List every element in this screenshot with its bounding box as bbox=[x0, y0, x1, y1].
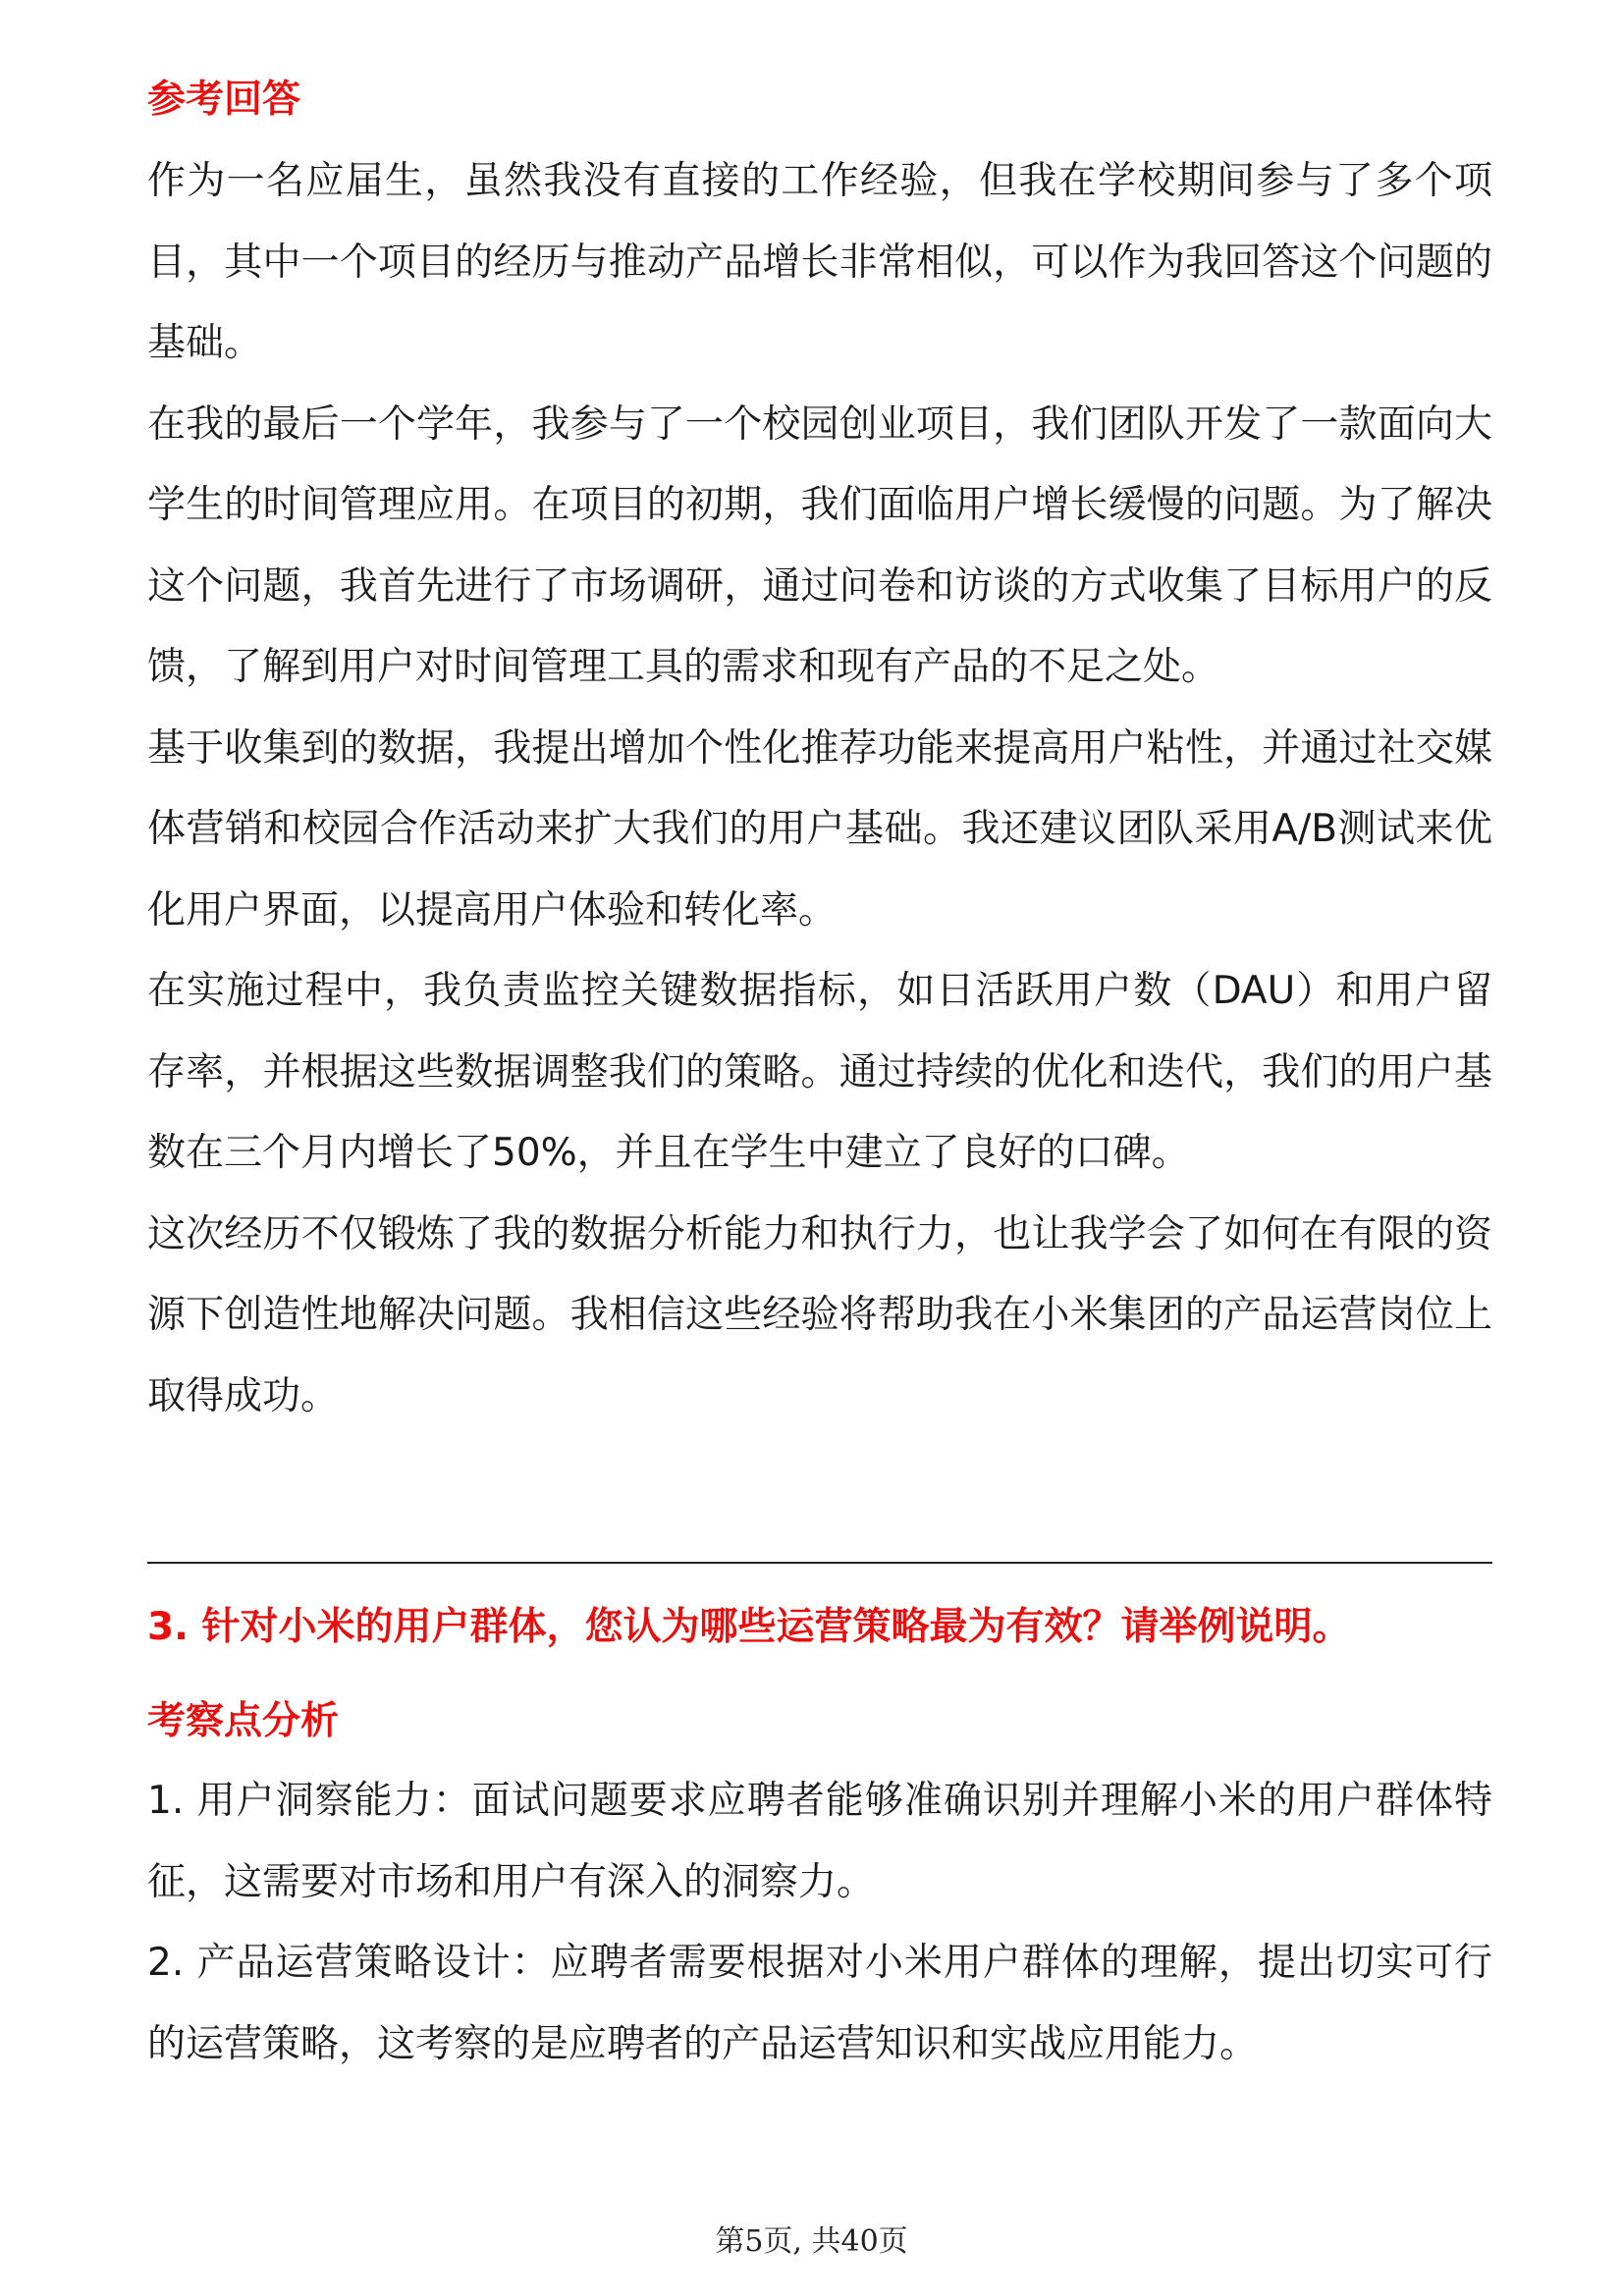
answer-paragraph: 基于收集到的数据，我提出增加个性化推荐功能来提高用户粘性，并通过社交媒体营销和校园合作活动来扩大我们的用户基础。我还建议团队采用A/B测试来优化用户界面，以提高用户体验和转化率。 bbox=[147, 725, 1492, 933]
reference-answer-heading: 参考回答 bbox=[147, 78, 301, 122]
answer-paragraph: 这次经历不仅锻炼了我的数据分析能力和执行力，也让我学会了如何在有限的资源下创造性地解决问题。我相信这些经验将帮助我在小米集团的产品运营岗位上取得成功。 bbox=[147, 1211, 1492, 1418]
answer-paragraph: 在我的最后一个学年，我参与了一个校园创业项目，我们团队开发了一款面向大学生的时间管理应用。在项目的初期，我们面临用户增长缓慢的问题。为了解决这个问题，我首先进行了市场调研，通过问卷和访谈的方式收集了目标用户的反馈，了解到用户对时间管理工具的需求和现有产品的不足之处。 bbox=[147, 401, 1492, 689]
answer-paragraph: 在实施过程中，我负责监控关键数据指标，如日活跃用户数（DAU）和用户留存率，并根据这些数据调整我们的策略。通过持续的优化和迭代，我们的用户基数在三个月内增长了50%，并且在学生中建立了良好的口碑。 bbox=[147, 969, 1492, 1175]
analysis-section bbox=[147, 1692, 1492, 2085]
question-title: 3. 针对小米的用户群体，您认为哪些运营策略最为有效？请举例说明。 bbox=[147, 1605, 1351, 1649]
analysis-point: 2. 产品运营策略设计：应聘者需要根据对小米用户群体的理解，提出切实可行的运营策略，这考察的是应聘者的产品运营知识和实战应用能力。 bbox=[147, 1941, 1492, 2066]
reference-answer-section bbox=[147, 71, 1492, 1437]
page-number: 第5页, 共40页 bbox=[715, 2224, 908, 2259]
answer-paragraph: 作为一名应届生，虽然我没有直接的工作经验，但我在学校期间参与了多个项目，其中一个项目的经历与推动产品增长非常相似，可以作为我回答这个问题的基础。 bbox=[147, 159, 1492, 365]
analysis-heading: 考察点分析 bbox=[147, 1699, 340, 1743]
section-divider bbox=[147, 1562, 1492, 1564]
analysis-point: 1. 用户洞察能力：面试问题要求应聘者能够准确识别并理解小米的用户群体特征，这需要对市场和用户有深入的洞察力。 bbox=[147, 1779, 1492, 1904]
